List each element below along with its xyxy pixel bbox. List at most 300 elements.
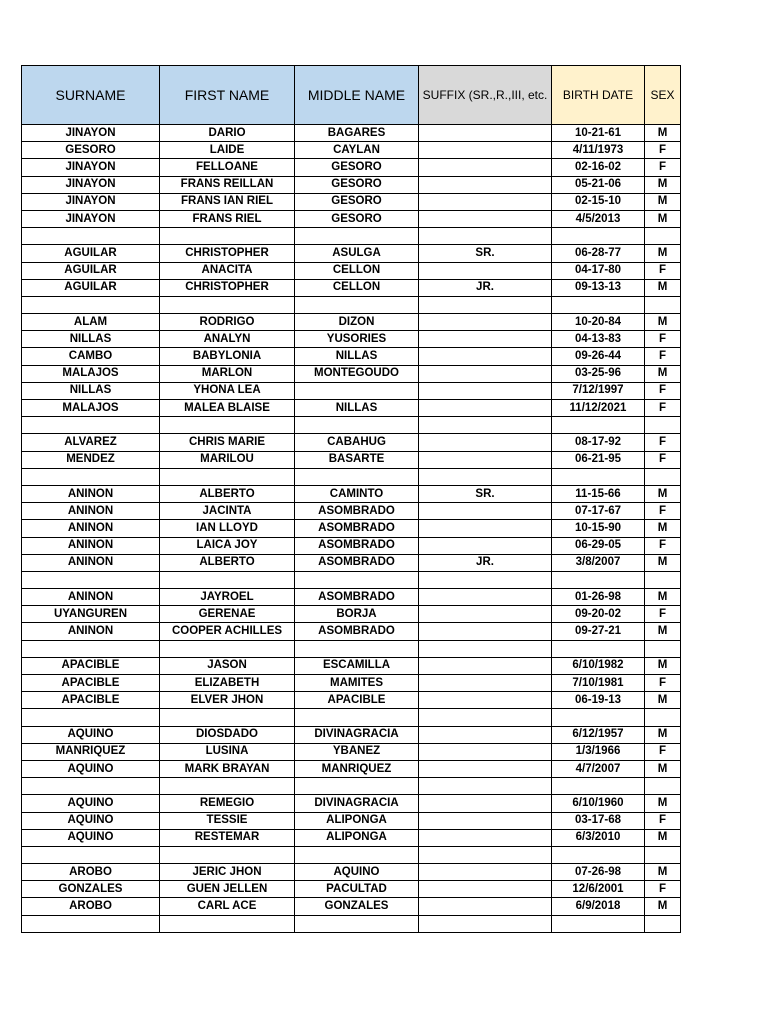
sex-cell[interactable]: F <box>645 451 681 468</box>
first-name-cell[interactable] <box>160 846 295 863</box>
surname-cell[interactable]: NILLAS <box>22 331 160 348</box>
surname-cell[interactable]: ANINON <box>22 623 160 640</box>
first-name-cell[interactable]: JAYROEL <box>160 589 295 606</box>
birth-date-cell[interactable]: 03-17-68 <box>552 812 645 829</box>
surname-cell[interactable]: MANRIQUEZ <box>22 743 160 760</box>
first-name-cell[interactable] <box>160 640 295 657</box>
sex-cell[interactable]: F <box>645 142 681 159</box>
surname-cell[interactable]: ANINON <box>22 589 160 606</box>
birth-date-cell[interactable]: 06-28-77 <box>552 245 645 262</box>
middle-name-cell[interactable] <box>295 778 419 795</box>
birth-date-cell[interactable]: 11/12/2021 <box>552 400 645 417</box>
surname-cell[interactable]: ANINON <box>22 520 160 537</box>
sex-cell[interactable]: M <box>645 314 681 331</box>
first-name-cell[interactable]: JASON <box>160 657 295 674</box>
suffix-cell[interactable]: JR. <box>419 554 552 571</box>
birth-date-cell[interactable] <box>552 640 645 657</box>
sex-cell[interactable]: M <box>645 657 681 674</box>
birth-date-cell[interactable]: 4/5/2013 <box>552 210 645 227</box>
surname-cell[interactable]: AQUINO <box>22 760 160 777</box>
birth-date-cell[interactable]: 09-13-13 <box>552 279 645 296</box>
suffix-cell[interactable]: JR. <box>419 279 552 296</box>
surname-cell[interactable]: CAMBO <box>22 348 160 365</box>
middle-name-cell[interactable] <box>295 640 419 657</box>
surname-cell[interactable]: AROBO <box>22 898 160 915</box>
suffix-cell[interactable] <box>419 829 552 846</box>
birth-date-cell[interactable]: 09-20-02 <box>552 606 645 623</box>
middle-name-cell[interactable] <box>295 709 419 726</box>
sex-cell[interactable]: M <box>645 279 681 296</box>
sex-cell[interactable]: M <box>645 554 681 571</box>
first-name-cell[interactable] <box>160 915 295 932</box>
sex-cell[interactable] <box>645 640 681 657</box>
surname-cell[interactable]: ANINON <box>22 503 160 520</box>
surname-cell[interactable]: JINAYON <box>22 125 160 142</box>
suffix-cell[interactable] <box>419 675 552 692</box>
suffix-cell[interactable] <box>419 743 552 760</box>
middle-name-cell[interactable]: BASARTE <box>295 451 419 468</box>
middle-name-cell[interactable]: DIZON <box>295 314 419 331</box>
header-middle-name: MIDDLE NAME <box>295 66 419 125</box>
birth-date-cell[interactable]: 7/12/1997 <box>552 382 645 399</box>
first-name-cell[interactable]: LAICA JOY <box>160 537 295 554</box>
sex-cell[interactable]: M <box>645 485 681 502</box>
birth-date-cell[interactable]: 6/10/1960 <box>552 795 645 812</box>
table-row <box>22 915 681 932</box>
middle-name-cell[interactable]: YBANEZ <box>295 743 419 760</box>
birth-date-cell[interactable] <box>552 228 645 245</box>
suffix-cell[interactable] <box>419 640 552 657</box>
sex-cell[interactable]: M <box>645 898 681 915</box>
middle-name-cell[interactable]: ASOMBRADO <box>295 554 419 571</box>
middle-name-cell[interactable] <box>295 296 419 313</box>
birth-date-cell[interactable]: 7/10/1981 <box>552 675 645 692</box>
suffix-cell[interactable] <box>419 417 552 434</box>
sex-cell[interactable] <box>645 468 681 485</box>
middle-name-cell[interactable] <box>295 915 419 932</box>
first-name-cell[interactable]: RODRIGO <box>160 314 295 331</box>
middle-name-cell[interactable]: BAGARES <box>295 125 419 142</box>
sex-cell[interactable]: F <box>645 675 681 692</box>
sex-cell[interactable]: M <box>645 760 681 777</box>
surname-cell[interactable]: ANINON <box>22 485 160 502</box>
middle-name-cell[interactable] <box>295 846 419 863</box>
sex-cell[interactable]: F <box>645 537 681 554</box>
surname-cell[interactable]: JINAYON <box>22 193 160 210</box>
first-name-cell[interactable]: CHRISTOPHER <box>160 279 295 296</box>
first-name-cell[interactable]: GERENAE <box>160 606 295 623</box>
surname-cell[interactable] <box>22 571 160 588</box>
suffix-cell[interactable] <box>419 623 552 640</box>
table-row <box>22 657 681 674</box>
suffix-cell[interactable] <box>419 881 552 898</box>
middle-name-cell[interactable]: MONTEGOUDO <box>295 365 419 382</box>
suffix-cell[interactable] <box>419 451 552 468</box>
surname-cell[interactable]: ANINON <box>22 554 160 571</box>
sex-cell[interactable]: M <box>645 520 681 537</box>
first-name-cell[interactable]: CHRISTOPHER <box>160 245 295 262</box>
middle-name-cell[interactable]: MANRIQUEZ <box>295 760 419 777</box>
middle-name-cell[interactable]: GESORO <box>295 159 419 176</box>
suffix-cell[interactable] <box>419 125 552 142</box>
suffix-cell[interactable] <box>419 864 552 881</box>
middle-name-cell[interactable]: CAYLAN <box>295 142 419 159</box>
first-name-cell[interactable] <box>160 571 295 588</box>
surname-cell[interactable]: GESORO <box>22 142 160 159</box>
birth-date-cell[interactable] <box>552 915 645 932</box>
table-row <box>22 623 681 640</box>
first-name-cell[interactable]: REMEGIO <box>160 795 295 812</box>
surname-cell[interactable]: AQUINO <box>22 829 160 846</box>
surname-cell[interactable]: AQUINO <box>22 795 160 812</box>
header-sex: SEX <box>645 66 681 125</box>
first-name-cell[interactable]: JERIC JHON <box>160 864 295 881</box>
suffix-cell[interactable] <box>419 159 552 176</box>
birth-date-cell[interactable]: 4/7/2007 <box>552 760 645 777</box>
birth-date-cell[interactable]: 05-21-06 <box>552 176 645 193</box>
middle-name-cell[interactable]: ALIPONGA <box>295 812 419 829</box>
middle-name-cell[interactable] <box>295 382 419 399</box>
suffix-cell[interactable] <box>419 210 552 227</box>
sex-cell[interactable]: M <box>645 795 681 812</box>
sex-cell[interactable] <box>645 915 681 932</box>
birth-date-cell[interactable]: 01-26-98 <box>552 589 645 606</box>
first-name-cell[interactable]: COOPER ACHILLES <box>160 623 295 640</box>
middle-name-cell[interactable] <box>295 468 419 485</box>
surname-cell[interactable]: ANINON <box>22 537 160 554</box>
suffix-cell[interactable] <box>419 228 552 245</box>
middle-name-cell[interactable]: DIVINAGRACIA <box>295 795 419 812</box>
birth-date-cell[interactable]: 6/3/2010 <box>552 829 645 846</box>
sex-cell[interactable]: M <box>645 589 681 606</box>
suffix-cell[interactable] <box>419 709 552 726</box>
surname-cell[interactable]: JINAYON <box>22 159 160 176</box>
first-name-cell[interactable]: CARL ACE <box>160 898 295 915</box>
surname-cell[interactable]: MALAJOS <box>22 365 160 382</box>
suffix-cell[interactable] <box>419 331 552 348</box>
table-row <box>22 296 681 313</box>
first-name-cell[interactable] <box>160 709 295 726</box>
first-name-cell[interactable]: CHRIS MARIE <box>160 434 295 451</box>
middle-name-cell[interactable]: CABAHUG <box>295 434 419 451</box>
suffix-cell[interactable] <box>419 898 552 915</box>
suffix-cell[interactable] <box>419 193 552 210</box>
suffix-cell[interactable] <box>419 692 552 709</box>
sex-cell[interactable]: M <box>645 829 681 846</box>
middle-name-cell[interactable]: ASULGA <box>295 245 419 262</box>
table-row <box>22 864 681 881</box>
suffix-cell[interactable] <box>419 760 552 777</box>
first-name-cell[interactable] <box>160 778 295 795</box>
birth-date-cell[interactable]: 10-15-90 <box>552 520 645 537</box>
table-row <box>22 365 681 382</box>
suffix-cell[interactable] <box>419 176 552 193</box>
header-birth-date: BIRTH DATE <box>552 66 645 125</box>
sex-cell[interactable]: F <box>645 606 681 623</box>
middle-name-cell[interactable]: DIVINAGRACIA <box>295 726 419 743</box>
birth-date-cell[interactable] <box>552 846 645 863</box>
surname-cell[interactable]: AQUINO <box>22 812 160 829</box>
birth-date-cell[interactable]: 07-17-67 <box>552 503 645 520</box>
suffix-cell[interactable] <box>419 537 552 554</box>
sex-cell[interactable] <box>645 417 681 434</box>
surname-cell[interactable] <box>22 296 160 313</box>
middle-name-cell[interactable] <box>295 417 419 434</box>
sex-cell[interactable] <box>645 571 681 588</box>
sex-cell[interactable]: F <box>645 434 681 451</box>
middle-name-cell[interactable]: ASOMBRADO <box>295 520 419 537</box>
middle-name-cell[interactable]: GESORO <box>295 176 419 193</box>
birth-date-cell[interactable] <box>552 709 645 726</box>
middle-name-cell[interactable]: ASOMBRADO <box>295 589 419 606</box>
sex-cell[interactable]: M <box>645 210 681 227</box>
table-row <box>22 675 681 692</box>
sex-cell[interactable]: F <box>645 262 681 279</box>
sex-cell[interactable] <box>645 296 681 313</box>
surname-cell[interactable] <box>22 468 160 485</box>
surname-cell[interactable] <box>22 915 160 932</box>
middle-name-cell[interactable]: ASOMBRADO <box>295 623 419 640</box>
surname-cell[interactable]: AGUILAR <box>22 279 160 296</box>
suffix-cell[interactable] <box>419 606 552 623</box>
first-name-cell[interactable] <box>160 228 295 245</box>
surname-cell[interactable]: UYANGUREN <box>22 606 160 623</box>
suffix-cell[interactable] <box>419 589 552 606</box>
sex-cell[interactable]: F <box>645 743 681 760</box>
table-row <box>22 451 681 468</box>
suffix-cell[interactable] <box>419 520 552 537</box>
sex-cell[interactable]: M <box>645 692 681 709</box>
sex-cell[interactable]: M <box>645 176 681 193</box>
surname-cell[interactable]: NILLAS <box>22 382 160 399</box>
first-name-cell[interactable]: RESTEMAR <box>160 829 295 846</box>
first-name-cell[interactable]: FRANS REILLAN <box>160 176 295 193</box>
middle-name-cell[interactable]: PACULTAD <box>295 881 419 898</box>
surname-cell[interactable]: ALVAREZ <box>22 434 160 451</box>
middle-name-cell[interactable]: GESORO <box>295 210 419 227</box>
middle-name-cell[interactable]: ESCAMILLA <box>295 657 419 674</box>
table-row <box>22 778 681 795</box>
first-name-cell[interactable]: ALBERTO <box>160 554 295 571</box>
first-name-cell[interactable] <box>160 417 295 434</box>
birth-date-cell[interactable]: 09-26-44 <box>552 348 645 365</box>
first-name-cell[interactable]: JACINTA <box>160 503 295 520</box>
first-name-cell[interactable]: FRANS RIEL <box>160 210 295 227</box>
sex-cell[interactable] <box>645 778 681 795</box>
table-row <box>22 176 681 193</box>
sex-cell[interactable]: M <box>645 864 681 881</box>
birth-date-cell[interactable]: 02-16-02 <box>552 159 645 176</box>
first-name-cell[interactable]: MARILOU <box>160 451 295 468</box>
suffix-cell[interactable] <box>419 262 552 279</box>
table-row <box>22 279 681 296</box>
surname-cell[interactable] <box>22 417 160 434</box>
surname-cell[interactable] <box>22 228 160 245</box>
first-name-cell[interactable]: ALBERTO <box>160 485 295 502</box>
sex-cell[interactable] <box>645 709 681 726</box>
sex-cell[interactable]: F <box>645 812 681 829</box>
birth-date-cell[interactable]: 07-26-98 <box>552 864 645 881</box>
surname-cell[interactable]: ALAM <box>22 314 160 331</box>
surname-cell[interactable] <box>22 778 160 795</box>
table-row <box>22 348 681 365</box>
middle-name-cell[interactable]: ASOMBRADO <box>295 503 419 520</box>
first-name-cell[interactable]: TESSIE <box>160 812 295 829</box>
suffix-cell[interactable] <box>419 657 552 674</box>
middle-name-cell[interactable]: ASOMBRADO <box>295 537 419 554</box>
birth-date-cell[interactable]: 06-29-05 <box>552 537 645 554</box>
surname-cell[interactable] <box>22 709 160 726</box>
middle-name-cell[interactable]: APACIBLE <box>295 692 419 709</box>
suffix-cell[interactable]: SR. <box>419 245 552 262</box>
surname-cell[interactable]: GONZALES <box>22 881 160 898</box>
suffix-cell[interactable] <box>419 314 552 331</box>
birth-date-cell[interactable]: 03-25-96 <box>552 365 645 382</box>
birth-date-cell[interactable]: 12/6/2001 <box>552 881 645 898</box>
birth-date-cell[interactable]: 10-20-84 <box>552 314 645 331</box>
suffix-cell[interactable] <box>419 434 552 451</box>
birth-date-cell[interactable]: 3/8/2007 <box>552 554 645 571</box>
suffix-cell[interactable] <box>419 571 552 588</box>
suffix-cell[interactable] <box>419 142 552 159</box>
birth-date-cell[interactable]: 02-15-10 <box>552 193 645 210</box>
suffix-cell[interactable] <box>419 348 552 365</box>
middle-name-cell[interactable]: BORJA <box>295 606 419 623</box>
birth-date-cell[interactable]: 11-15-66 <box>552 485 645 502</box>
header-surname: SURNAME <box>22 66 160 125</box>
surname-cell[interactable]: JINAYON <box>22 176 160 193</box>
sex-cell[interactable]: F <box>645 503 681 520</box>
birth-date-cell[interactable] <box>552 571 645 588</box>
middle-name-cell[interactable]: AQUINO <box>295 864 419 881</box>
suffix-cell[interactable]: SR. <box>419 485 552 502</box>
surname-cell[interactable]: AROBO <box>22 864 160 881</box>
table-row <box>22 760 681 777</box>
sex-cell[interactable]: F <box>645 348 681 365</box>
first-name-cell[interactable]: DIOSDADO <box>160 726 295 743</box>
surname-cell[interactable]: MENDEZ <box>22 451 160 468</box>
sex-cell[interactable]: M <box>645 125 681 142</box>
sex-cell[interactable]: F <box>645 400 681 417</box>
surname-cell[interactable] <box>22 640 160 657</box>
first-name-cell[interactable]: GUEN JELLEN <box>160 881 295 898</box>
surname-cell[interactable]: AGUILAR <box>22 245 160 262</box>
birth-date-cell[interactable] <box>552 296 645 313</box>
birth-date-cell[interactable]: 04-13-83 <box>552 331 645 348</box>
sex-cell[interactable]: F <box>645 382 681 399</box>
surname-cell[interactable]: APACIBLE <box>22 675 160 692</box>
first-name-cell[interactable]: ELIZABETH <box>160 675 295 692</box>
first-name-cell[interactable]: FELLOANE <box>160 159 295 176</box>
suffix-cell[interactable] <box>419 726 552 743</box>
suffix-cell[interactable] <box>419 503 552 520</box>
suffix-cell[interactable] <box>419 382 552 399</box>
birth-date-cell[interactable] <box>552 468 645 485</box>
middle-name-cell[interactable]: NILLAS <box>295 348 419 365</box>
middle-name-cell[interactable]: GESORO <box>295 193 419 210</box>
middle-name-cell[interactable]: MAMITES <box>295 675 419 692</box>
sex-cell[interactable]: M <box>645 365 681 382</box>
sex-cell[interactable]: M <box>645 623 681 640</box>
sex-cell[interactable]: F <box>645 159 681 176</box>
birth-date-cell[interactable]: 6/10/1982 <box>552 657 645 674</box>
first-name-cell[interactable] <box>160 296 295 313</box>
middle-name-cell[interactable] <box>295 571 419 588</box>
birth-date-cell[interactable]: 09-27-21 <box>552 623 645 640</box>
surname-cell[interactable]: AGUILAR <box>22 262 160 279</box>
first-name-cell[interactable]: IAN LLOYD <box>160 520 295 537</box>
suffix-cell[interactable] <box>419 296 552 313</box>
first-name-cell[interactable]: ANACITA <box>160 262 295 279</box>
surname-cell[interactable]: JINAYON <box>22 210 160 227</box>
birth-date-cell[interactable]: 04-17-80 <box>552 262 645 279</box>
middle-name-cell[interactable]: ALIPONGA <box>295 829 419 846</box>
first-name-cell[interactable]: LAIDE <box>160 142 295 159</box>
first-name-cell[interactable]: ELVER JHON <box>160 692 295 709</box>
birth-date-cell[interactable]: 6/9/2018 <box>552 898 645 915</box>
birth-date-cell[interactable]: 1/3/1966 <box>552 743 645 760</box>
middle-name-cell[interactable]: NILLAS <box>295 400 419 417</box>
birth-date-cell[interactable] <box>552 778 645 795</box>
first-name-cell[interactable]: FRANS IAN RIEL <box>160 193 295 210</box>
birth-date-cell[interactable]: 10-21-61 <box>552 125 645 142</box>
sex-cell[interactable] <box>645 228 681 245</box>
sex-cell[interactable] <box>645 846 681 863</box>
suffix-cell[interactable] <box>419 812 552 829</box>
first-name-cell[interactable]: ANALYN <box>160 331 295 348</box>
middle-name-cell[interactable]: CELLON <box>295 262 419 279</box>
surname-cell[interactable] <box>22 846 160 863</box>
surname-cell[interactable]: APACIBLE <box>22 692 160 709</box>
suffix-cell[interactable] <box>419 795 552 812</box>
first-name-cell[interactable] <box>160 468 295 485</box>
sex-cell[interactable]: M <box>645 245 681 262</box>
middle-name-cell[interactable]: CELLON <box>295 279 419 296</box>
suffix-cell[interactable] <box>419 778 552 795</box>
first-name-cell[interactable]: MARLON <box>160 365 295 382</box>
middle-name-cell[interactable] <box>295 228 419 245</box>
suffix-cell[interactable] <box>419 468 552 485</box>
birth-date-cell[interactable]: 06-21-95 <box>552 451 645 468</box>
sex-cell[interactable]: M <box>645 193 681 210</box>
birth-date-cell[interactable]: 08-17-92 <box>552 434 645 451</box>
surname-cell[interactable]: APACIBLE <box>22 657 160 674</box>
suffix-cell[interactable] <box>419 400 552 417</box>
first-name-cell[interactable]: MALEA BLAISE <box>160 400 295 417</box>
birth-date-cell[interactable]: 06-19-13 <box>552 692 645 709</box>
first-name-cell[interactable]: DARIO <box>160 125 295 142</box>
first-name-cell[interactable]: BABYLONIA <box>160 348 295 365</box>
first-name-cell[interactable]: YHONA LEA <box>160 382 295 399</box>
first-name-cell[interactable]: MARK BRAYAN <box>160 760 295 777</box>
surname-cell[interactable]: MALAJOS <box>22 400 160 417</box>
suffix-cell[interactable] <box>419 846 552 863</box>
birth-date-cell[interactable] <box>552 417 645 434</box>
middle-name-cell[interactable]: GONZALES <box>295 898 419 915</box>
middle-name-cell[interactable]: YUSORIES <box>295 331 419 348</box>
birth-date-cell[interactable]: 6/12/1957 <box>552 726 645 743</box>
surname-cell[interactable]: AQUINO <box>22 726 160 743</box>
sex-cell[interactable]: F <box>645 881 681 898</box>
sex-cell[interactable]: M <box>645 726 681 743</box>
birth-date-cell[interactable]: 4/11/1973 <box>552 142 645 159</box>
suffix-cell[interactable] <box>419 915 552 932</box>
table-row <box>22 812 681 829</box>
middle-name-cell[interactable]: CAMINTO <box>295 485 419 502</box>
sex-cell[interactable]: F <box>645 331 681 348</box>
suffix-cell[interactable] <box>419 365 552 382</box>
first-name-cell[interactable]: LUSINA <box>160 743 295 760</box>
